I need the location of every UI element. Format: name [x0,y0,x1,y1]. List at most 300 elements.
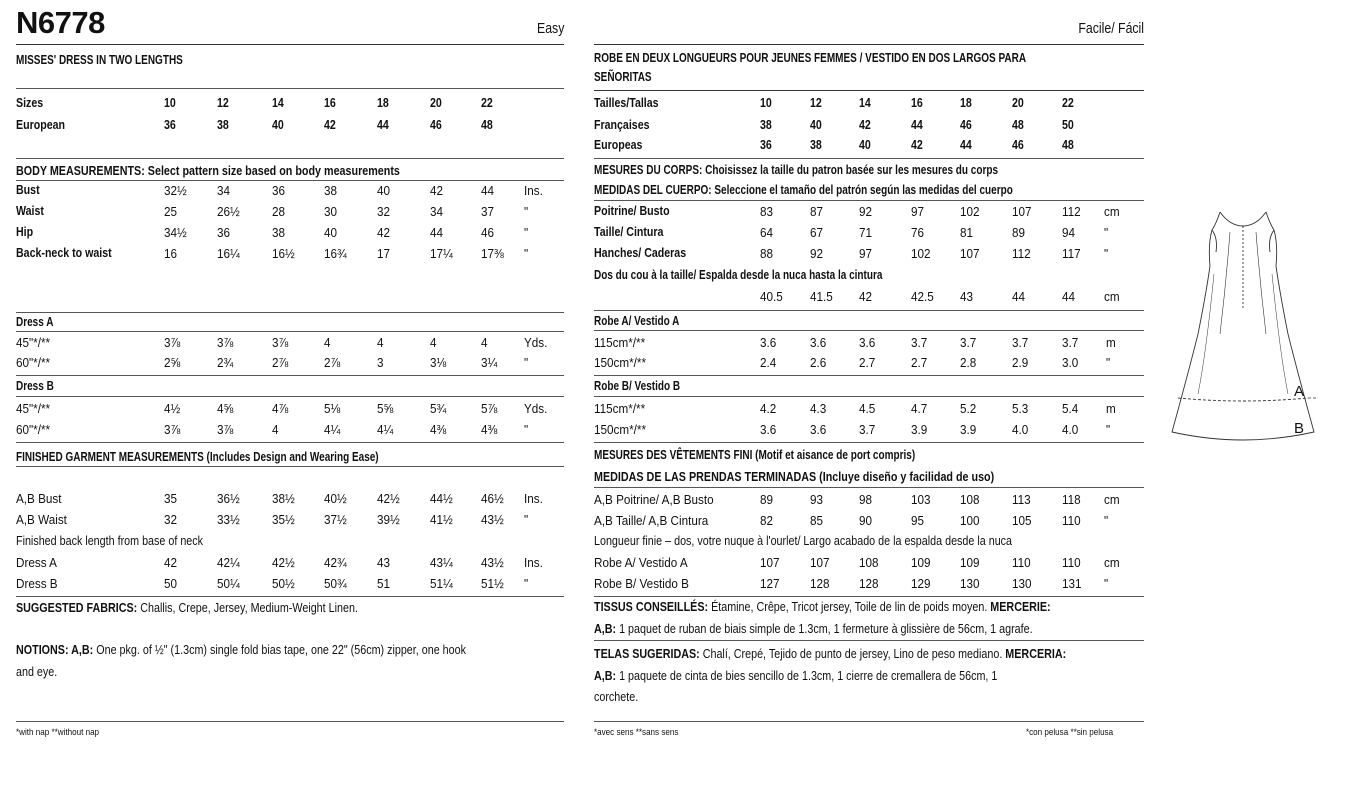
row-unit: " [1104,576,1109,591]
row-value: 4.0 [1012,422,1029,437]
row-label: Dress B [16,576,58,591]
rule [594,396,1144,397]
row-value: 108 [960,492,980,507]
row-value: 28 [272,204,286,219]
row-label: Poitrine/ Busto [594,204,670,218]
row-label: A,B Taille/ A,B Cintura [594,513,709,528]
rule [594,200,1144,201]
row-value: 42 [324,118,336,132]
row-label: 115cm*/** [594,335,646,350]
row-value: 127 [760,576,780,591]
row-value: 4⅜ [481,422,498,437]
row-value: 44 [960,138,972,152]
row-label: Françaises [594,118,650,132]
rule [594,596,1144,597]
row-value: 2.6 [810,355,827,370]
tissus-bold: TISSUS CONSEILLÉS: [594,600,709,614]
notions [16,643,466,658]
row-value: 44½ [430,491,453,506]
row-value: 130 [1012,576,1032,591]
row-value: 18 [960,96,972,110]
rule [594,487,1144,488]
rule [594,375,1144,376]
row-value: 90 [859,513,873,528]
row-value: 93 [810,492,824,507]
row-value: 16 [324,96,336,110]
row-value: 44 [430,225,444,240]
row-value: 50 [1062,118,1074,132]
row-value: 4.7 [911,401,928,416]
row-value: 50¼ [217,576,240,591]
length-label: Longueur finie – dos, votre nuque à l'ourlet/ Largo acabado de la espalda desde la nuca [594,534,1013,548]
row-value: 12 [217,96,229,110]
row-value: 4 [430,335,437,350]
row-value: 43½ [481,555,504,570]
row-label: Sizes [16,96,44,110]
row-value: 17 [377,246,391,261]
row-value: 42 [377,225,391,240]
row-value: 105 [1012,513,1032,528]
rule [594,158,1144,159]
row-value: 36 [272,183,286,198]
row-label: Taille/ Cintura [594,225,664,239]
row-value: 2.8 [960,355,977,370]
row-value: 42½ [272,555,295,570]
row-label: Europeas [594,138,643,152]
row-value: 3⅛ [430,355,447,370]
dress-a-label: Dress A [16,315,54,329]
row-value: 42 [859,118,871,132]
row-value: 51½ [481,576,504,591]
row-value: 3⅞ [272,335,289,350]
dress-sketch [1168,204,1318,444]
row-value: 3.0 [1062,355,1079,370]
row-value: 2⅞ [272,355,289,370]
row-value: 46 [430,118,442,132]
row-value: 36 [164,118,176,132]
row-value: 82 [760,513,774,528]
row-value: 87 [810,204,824,219]
row-value: 3⅞ [217,422,234,437]
row-value: 4.0 [1062,422,1079,437]
row-value: 5.2 [960,401,977,416]
merceria-line1: 1 paquete de cinta de bies sencillo de 1.3cm, 1 cierre de cremallera de 56cm, 1 [616,669,998,683]
row-value: 42 [164,555,178,570]
row-value: 40 [377,183,391,198]
row-value: 34½ [164,225,187,240]
row-value: 89 [760,492,774,507]
difficulty: Easy [536,20,564,37]
row-label: 45"*/** [16,335,51,350]
row-value: 51¼ [430,576,453,591]
row-value: 4⅝ [217,401,234,416]
rule [16,88,564,89]
row-value: 38½ [272,491,295,506]
notions-line1: One pkg. of ½" (1.3cm) single fold bias tape, one 22" (56cm) zipper, one hook [93,643,466,657]
row-value: 3 [377,355,384,370]
row-value: 5.4 [1062,401,1079,416]
row-value: 107 [810,555,830,570]
finished-heading-fr: MESURES DES VÊTEMENTS FINI (Motif et aisance de port compris) [594,448,916,462]
row-value: 100 [960,513,980,528]
row-value: 46 [481,225,495,240]
row-value: 16½ [272,246,295,261]
header-right [594,6,1144,45]
row-value: 76 [911,225,925,240]
row-value: 37½ [324,512,347,527]
row-label: Robe A/ Vestido A [594,555,688,570]
row-value: 42¾ [324,555,347,570]
row-value: 36 [760,138,772,152]
row-unit: " [524,576,529,591]
row-unit: Ins. [524,491,543,506]
row-value: 39½ [377,512,400,527]
row-value: 14 [272,96,284,110]
row-value: 131 [1062,576,1082,591]
row-value: 35½ [272,512,295,527]
finished-es-rest: (Incluye diseño y facilidad de uso) [816,470,995,484]
row-value: 107 [960,246,980,261]
row-value: 5⅝ [377,401,394,416]
row-value: 88 [760,246,774,261]
row-value: 110 [1062,513,1081,528]
row-value: 103 [911,492,931,507]
row-value: 97 [859,246,873,261]
row-value: 41.5 [810,289,833,304]
row-value: 22 [1062,96,1074,110]
row-unit: cm [1104,492,1120,507]
rule [16,180,564,181]
mercerie-rest: 1 paquet de ruban de biais simple de 1.3cm, 1 fermeture à glissière de 56cm, 1 agrafe. [616,622,1033,636]
row-value: 38 [217,118,229,132]
row-label: 60"*/** [16,355,51,370]
rule [16,596,564,597]
row-value: 46½ [481,491,504,506]
row-value: 110 [1012,555,1031,570]
row-value: 112 [1012,246,1031,261]
row-value: 118 [1062,492,1081,507]
row-value: 18 [377,96,389,110]
row-value: 36½ [217,491,240,506]
row-value: 20 [430,96,442,110]
row-value: 44 [1012,289,1026,304]
row-value: 130 [960,576,980,591]
row-value: 83 [760,204,774,219]
row-unit: " [524,204,529,219]
row-value: 40 [810,118,822,132]
row-value: 4.2 [760,401,777,416]
row-value: 95 [911,513,925,528]
telas-rest: Chalí, Crepé, Tejido de punto de jersey, Lino de peso mediano. [699,647,1006,661]
fabrics-rest: Challis, Crepe, Jersey, Medium-Weight Linen. [137,601,358,615]
body-measurements-heading [16,164,400,179]
row-value: 5⅛ [324,401,341,416]
row-label: A,B Poitrine/ A,B Busto [594,492,714,507]
row-label: 150cm*/** [594,422,647,437]
dress-outline [1172,212,1314,440]
row-value: 3.6 [760,335,777,350]
rule [16,158,564,159]
row-unit: " [1106,355,1111,370]
row-value: 44 [481,183,495,198]
row-value: 38 [324,183,338,198]
row-value: 2.9 [1012,355,1029,370]
pattern-code: N6778 [16,5,105,40]
row-label: 60"*/** [16,422,51,437]
row-value: 3.6 [810,335,827,350]
row-value: 33½ [217,512,240,527]
row-value: 4⅜ [430,422,447,437]
rule [16,312,564,313]
row-value: 34 [430,204,444,219]
row-value: 64 [760,225,774,240]
footnote-es: *con pelusa **sin pelusa [1026,727,1114,738]
row-value: 17⅜ [481,246,504,261]
row-value: 4.3 [810,401,827,416]
row-label: Hanches/ Caderas [594,246,687,260]
row-value: 25 [164,204,178,219]
row-value: 71 [859,225,873,240]
body-heading-es: MEDIDAS DEL CUERPO: Seleccione el tamaño del patrón según las medidas del cuerpo [594,183,1013,197]
row-value: 3.9 [911,422,928,437]
row-value: 109 [960,555,980,570]
row-value: 17¼ [430,246,453,261]
row-unit: m [1106,401,1116,416]
row-unit: " [1104,225,1109,240]
row-value: 42 [859,289,873,304]
rule [594,442,1144,443]
rule [16,442,564,443]
row-unit: " [1106,422,1111,437]
row-value: 26½ [217,204,240,219]
row-value: 5⅞ [481,401,498,416]
rule [16,331,564,332]
robe-b-label: Robe B/ Vestido B [594,379,681,393]
dress-b-label: Dress B [16,379,54,393]
row-value: 110 [1062,555,1081,570]
row-value: 112 [1062,204,1081,219]
row-value: 5.3 [1012,401,1029,416]
row-value: 2.7 [859,355,876,370]
row-value: 48 [481,118,493,132]
row-unit: cm [1104,555,1120,570]
row-value: 3.7 [1062,335,1079,350]
row-value: 3.7 [960,335,977,350]
row-label: A,B Bust [16,491,62,506]
row-label: Bust [16,183,40,197]
rule [16,375,564,376]
row-value: 97 [911,204,925,219]
row-value: 4 [377,335,384,350]
row-value: 12 [810,96,822,110]
row-value: 128 [810,576,830,591]
difficulty-fr-es: Facile/ Fácil [1078,20,1144,37]
footnote: *with nap **without nap [16,727,100,738]
row-value: 3.7 [859,422,876,437]
row-unit: " [524,225,529,240]
row-value: 46 [1012,138,1024,152]
row-value: 4 [481,335,488,350]
heading-rest: Select pattern size based on body measurements [144,164,400,178]
rule [594,640,1144,641]
row-label: European [16,118,66,132]
row-value: 89 [1012,225,1026,240]
row-unit: " [1104,513,1109,528]
row-value: 16¼ [217,246,240,261]
row-value: 4¼ [324,422,341,437]
row-unit: " [524,422,529,437]
row-value: 3.6 [810,422,827,437]
row-value: 32 [377,204,391,219]
row-value: 117 [1062,246,1081,261]
rule [16,396,564,397]
row-unit: " [1104,246,1109,261]
row-value: 102 [911,246,931,261]
row-value: 94 [1062,225,1076,240]
row-value: 3.6 [859,335,876,350]
row-value: 2.7 [911,355,928,370]
row-value: 67 [810,225,824,240]
row-value: 2¾ [217,355,234,370]
row-unit: cm [1104,289,1120,304]
row-value: 40 [324,225,338,240]
row-value: 3¼ [481,355,498,370]
row-value: 35 [164,491,178,506]
row-value: 40½ [324,491,347,506]
body-heading-fr: MESURES DU CORPS: Choisissez la taille du patron basée sur les mesures du corps [594,163,999,177]
row-value: 42.5 [911,289,934,304]
row-value: 5¾ [430,401,447,416]
mercerie-bold: MERCERIE: [990,600,1051,614]
view-a-label: A [1294,383,1305,400]
row-value: 3.6 [760,422,777,437]
back-label: Dos du cou à la taille/ Espalda desde la nuca hasta la cintura [594,268,883,282]
row-value: 43½ [481,512,504,527]
row-value: 43 [960,289,974,304]
row-unit: Ins. [524,555,543,570]
row-value: 34 [217,183,231,198]
tissus [594,600,1051,615]
notions-bold: NOTIONS: A,B: [16,643,94,657]
header-left [16,6,564,45]
merceria-ab: A,B: [594,669,617,683]
row-value: 41½ [430,512,453,527]
row-value: 16¾ [324,246,347,261]
finished-heading: FINISHED GARMENT MEASUREMENTS (Includes Design and Wearing Ease) [16,450,379,464]
row-unit: m [1106,335,1116,350]
row-value: 85 [810,513,824,528]
row-value: 44 [1062,289,1076,304]
row-value: 20 [1012,96,1024,110]
row-value: 129 [911,576,931,591]
row-value: 38 [272,225,286,240]
row-value: 108 [859,555,879,570]
row-value: 4½ [164,401,181,416]
row-value: 42 [430,183,444,198]
row-value: 22 [481,96,493,110]
finished-es-bold: MEDIDAS DE LAS PRENDAS TERMINADAS [594,470,817,484]
row-value: 2⅝ [164,355,181,370]
row-value: 42½ [377,491,400,506]
row-value: 46 [960,118,972,132]
row-value: 16 [911,96,923,110]
rule [594,90,1144,91]
rule [594,310,1144,311]
row-value: 3⅞ [164,422,181,437]
row-value: 3.7 [1012,335,1029,350]
row-value: 92 [859,204,873,219]
row-value: 51 [377,576,391,591]
row-value: 40 [859,138,871,152]
row-value: 50 [164,576,178,591]
title-line1: ROBE EN DEUX LONGUEURS POUR JEUNES FEMMES / VESTIDO EN DOS LARGOS PARA [594,51,1027,65]
row-value: 36 [217,225,231,240]
tissus-rest: Étamine, Crêpe, Tricot jersey, Toile de lin de poids moyen. [708,600,991,614]
row-value: 32 [164,512,178,527]
suggested-fabrics [16,601,358,616]
row-value: 2.4 [760,355,777,370]
mercerie-ab: A,B: [594,622,617,636]
title: MISSES' DRESS IN TWO LENGTHS [16,53,183,67]
row-value: 38 [810,138,822,152]
row-value: 3⅞ [164,335,181,350]
row-value: 81 [960,225,974,240]
rule [16,466,564,467]
row-value: 42¼ [217,555,240,570]
rule [594,721,1144,722]
finished-heading-es [594,470,994,485]
row-value: 48 [1062,138,1074,152]
fabrics-bold: SUGGESTED FABRICS: [16,601,138,615]
row-unit: Yds. [524,335,548,350]
row-unit: cm [1104,204,1120,219]
row-value: 107 [1012,204,1032,219]
row-value: 40.5 [760,289,783,304]
merceria [594,669,997,684]
row-unit: Yds. [524,401,548,416]
title-line2: SEÑORITAS [594,70,652,84]
row-value: 43¼ [430,555,453,570]
row-value: 3.7 [911,335,928,350]
finished-back-label: Finished back length from base of neck [16,534,204,548]
row-value: 92 [810,246,824,261]
row-value: 40 [272,118,284,132]
row-value: 30 [324,204,338,219]
row-value: 4 [272,422,279,437]
robe-a-label: Robe A/ Vestido A [594,314,680,328]
row-value: 50¾ [324,576,347,591]
row-value: 16 [164,246,178,261]
row-value: 10 [164,96,176,110]
row-value: 128 [859,576,879,591]
row-value: 43 [377,555,391,570]
row-label: 45"*/** [16,401,51,416]
row-value: 37 [481,204,495,219]
notions-line2: and eye. [16,665,58,679]
row-value: 44 [377,118,389,132]
row-value: 38 [760,118,772,132]
row-value: 32½ [164,183,187,198]
merceria-bold: MERCERIA: [1005,647,1067,661]
row-unit: " [524,355,529,370]
rule [594,330,1144,331]
row-value: 4⅞ [272,401,289,416]
row-label: Dress A [16,555,57,570]
row-label: Tailles/Tallas [594,96,659,110]
footnote-fr: *avec sens **sans sens [594,727,679,738]
row-value: 50½ [272,576,295,591]
row-unit: " [524,246,529,261]
